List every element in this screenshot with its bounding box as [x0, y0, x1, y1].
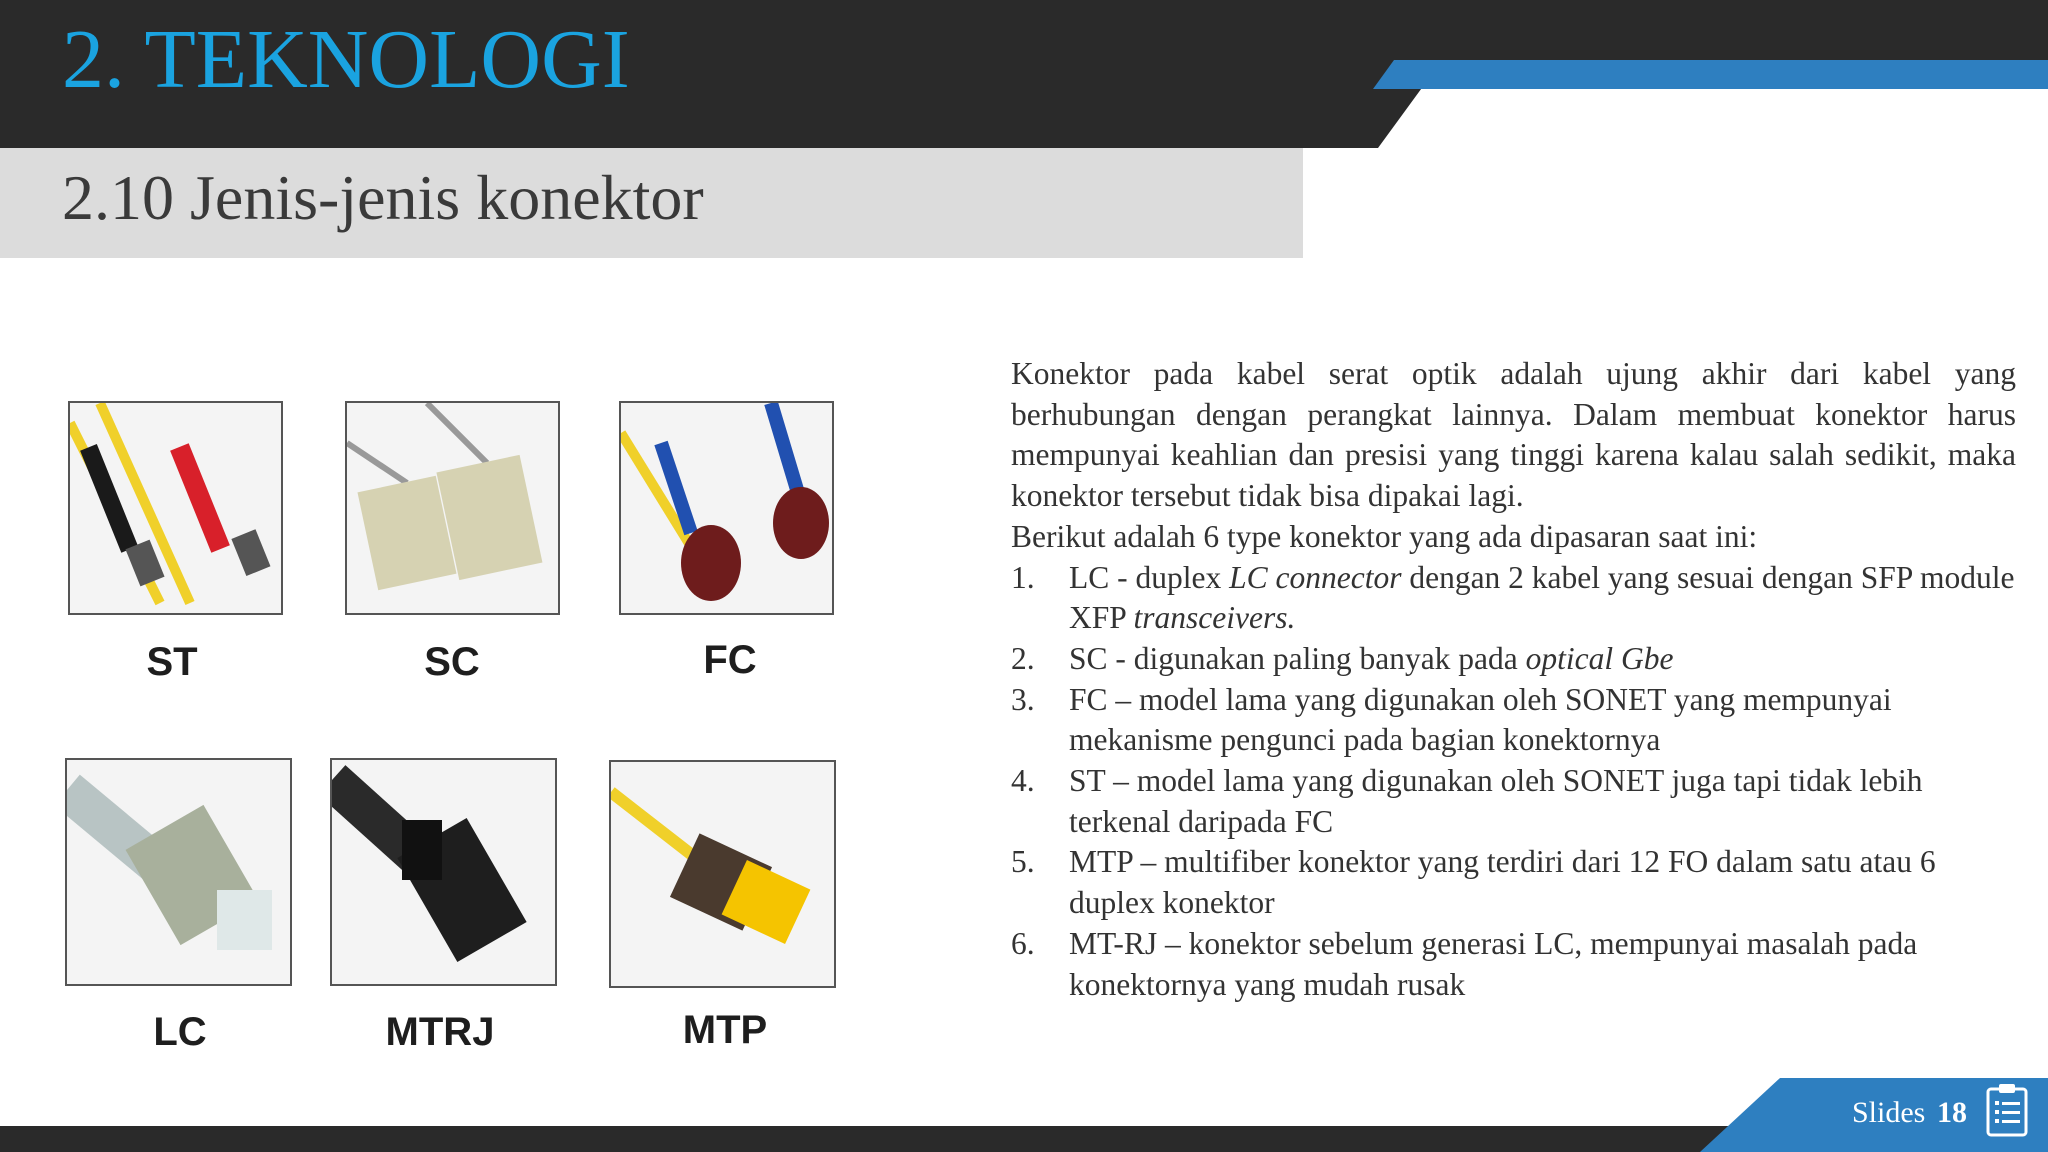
lc-label: LC: [153, 1010, 207, 1054]
clipboard-icon: [1985, 1082, 2029, 1138]
slides-label: Slides: [1852, 1096, 1926, 1129]
slide-number: 18: [1937, 1096, 1967, 1129]
mtrj-connector-image: [330, 758, 557, 986]
section-title: 2.10 Jenis-jenis konektor: [62, 162, 704, 233]
page-title: 2. TEKNOLOGI: [62, 13, 630, 106]
list-item: 4. ST – model lama yang digunakan oleh SONET juga tapi tidak lebih terkenal daripada FC: [1011, 763, 1923, 839]
list-item: 1. LC - duplex LC connector dengan 2 kabel yang sesuai dengan SFP module XFP transceivers.: [1011, 559, 2015, 636]
fc-connector-image: [619, 401, 834, 615]
sc-connector-image: [345, 401, 560, 615]
st-connector-image: [68, 401, 283, 615]
list-item: 3. FC – model lama yang digunakan oleh SONET yang mempunyai mekanisme pengunci pada bagian konektornya: [1011, 681, 1892, 758]
list-item: 5. MTP – multifiber konektor yang terdiri dari 12 FO dalam satu atau 6 duplex konektor: [1011, 844, 1936, 921]
st-label: ST: [146, 640, 198, 684]
list-item: 6. MT-RJ – konektor sebelum generasi LC, mempunyai masalah pada konektornya yang mudah rusak: [1011, 925, 1918, 1002]
mtp-connector-image: [609, 760, 836, 988]
sc-label: SC: [424, 640, 480, 684]
intro-paragraph: Konektor pada kabel serat optik adalah ujung akhir dari kabel yang berhubungan dengan perangkat lainnya. Dalam membuat konektor harus mempunyai keahlian dan presisi yang tinggi karena kalau salah sedikit, maka konektor tersebut tidak bisa dipakai lagi.: [1011, 356, 2016, 514]
mtp-label: MTP: [682, 1008, 768, 1052]
list-item: 2. SC - digunakan paling banyak pada optical Gbe: [1011, 640, 1674, 676]
mtrj-label: MTRJ: [385, 1010, 495, 1054]
connector-list: [1011, 558, 2016, 1006]
lc-connector-image: [65, 758, 292, 986]
list-intro: Berikut adalah 6 type konektor yang ada dipasaran saat ini:: [1011, 518, 1758, 554]
body-text: [1011, 354, 2016, 1005]
fc-label: FC: [703, 638, 757, 682]
